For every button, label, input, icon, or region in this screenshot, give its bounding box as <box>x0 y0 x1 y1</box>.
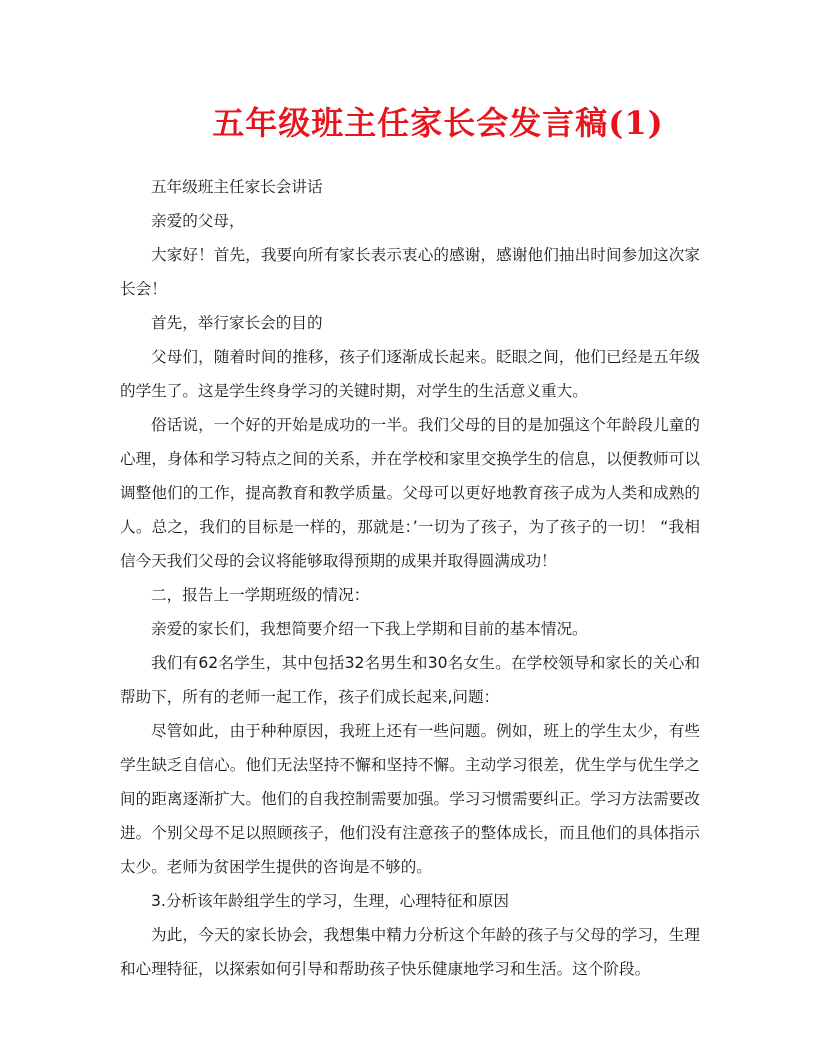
paragraph: 大家好！首先，我要向所有家长表示衷心的感谢，感谢他们抽出时间参加这次家长会！ <box>120 246 700 298</box>
paragraph: 为此，今天的家长协会，我想集中精力分析这个年龄的孩子与父母的学习，生理和心理特征，以探索如何引导和帮助孩子快乐健康地学习和生活。这个阶段。 <box>120 926 700 978</box>
document-body <box>120 170 700 986</box>
paragraph: 首先，举行家长会的目的 <box>151 314 323 332</box>
paragraph: 父母们，随着时间的推移，孩子们逐渐成长起来。眨眼之间，他们已经是五年级的学生了。这是学生终身学习的关键时期，对学生的生活意义重大。 <box>120 348 700 400</box>
document-title: 五年级班主任家长会发言稿(1) <box>212 104 664 142</box>
paragraph: 3.分析该年龄组学生的学习，生理，心理特征和原因 <box>151 892 509 910</box>
paragraph: 亲爱的父母， <box>151 212 245 230</box>
paragraph: 五年级班主任家长会讲话 <box>151 178 323 196</box>
paragraph: 俗话说，一个好的开始是成功的一半。我们父母的目的是加强这个年龄段儿童的心理，身体和学习特点之间的关系，并在学校和家里交换学生的信息，以便教师可以调整他们的工作，提高教育和教学质量。父母可以更好地教育孩子成为人类和成熟的人。总之，我们的目标是一样的，那就是：’一切为了孩子，为了孩子的一切！ “我相信今天我们父母的会议将能够取得预期的成果并取得圆满成功！ <box>120 416 700 570</box>
paragraph: 亲爱的家长们，我想简要介绍一下我上学期和目前的基本情况。 <box>151 620 588 638</box>
paragraph: 我们有62名学生，其中包括32名男生和30名女生。在学校领导和家长的关心和帮助下，所有的老师一起工作，孩子们成长起来,问题： <box>120 654 700 706</box>
paragraph: 二，报告上一学期班级的情况： <box>151 586 370 604</box>
paragraph: 尽管如此，由于种种原因，我班上还有一些问题。例如，班上的学生太少，有些学生缺乏自信心。他们无法坚持不懈和坚持不懈。主动学习很差，优生学与优生学之间的距离逐渐扩大。他们的自我控制需要加强。学习习惯需要纠正。学习方法需要改进。个别父母不足以照顾孩子，他们没有注意孩子的整体成长，而且他们的具体指示太少。老师为贫困学生提供的咨询是不够的。 <box>120 722 700 876</box>
